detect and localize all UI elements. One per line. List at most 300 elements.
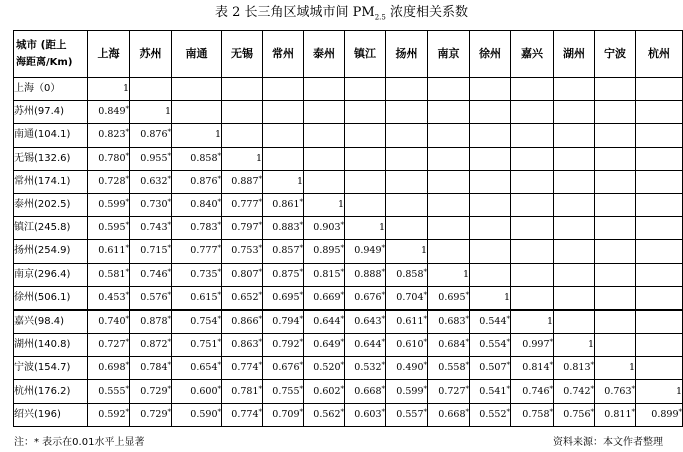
table-cell <box>304 101 345 124</box>
table-cell <box>428 217 470 240</box>
table-cell: 0.654* <box>172 357 222 380</box>
significance-mark: * <box>299 290 303 299</box>
table-cell: 1 <box>511 310 554 334</box>
significance-mark: * <box>125 105 129 114</box>
table-cell: 0.615* <box>172 286 222 310</box>
table-cell: 0.643* <box>345 310 386 334</box>
significance-mark: * <box>340 290 344 299</box>
table-cell: 0.490* <box>386 357 428 380</box>
significance-mark: * <box>465 361 469 370</box>
table-cell <box>511 217 554 240</box>
header-row <box>14 31 683 78</box>
significance-mark: * <box>217 151 221 160</box>
table-cell: 0.814* <box>511 357 554 380</box>
column-header: 湖州 <box>554 31 595 78</box>
significance-mark: * <box>125 198 129 207</box>
table-cell <box>595 147 636 170</box>
significance-mark: * <box>423 407 427 416</box>
column-header: 南通 <box>172 31 222 78</box>
table-cell: 0.683* <box>428 310 470 334</box>
significance-mark: * <box>465 384 469 393</box>
row-header: 嘉兴(98.4) <box>14 310 88 334</box>
significance-mark: * <box>125 384 129 393</box>
column-header: 南京 <box>428 31 470 78</box>
table-cell <box>470 78 511 101</box>
table-cell <box>345 78 386 101</box>
column-header: 杭州 <box>636 31 683 78</box>
significance-mark: * <box>340 244 344 253</box>
significance-mark: * <box>217 174 221 183</box>
table-cell: 0.644* <box>345 334 386 357</box>
table-cell <box>172 101 222 124</box>
table-cell: 0.552* <box>470 403 511 426</box>
table-cell <box>554 217 595 240</box>
table-row <box>14 217 683 240</box>
significance-mark: * <box>299 361 303 370</box>
column-header: 常州 <box>263 31 304 78</box>
table-cell <box>595 78 636 101</box>
table-cell: 0.755* <box>263 380 304 403</box>
table-cell: 0.742* <box>554 380 595 403</box>
table-cell <box>304 170 345 193</box>
significance-mark: * <box>167 361 171 370</box>
table-cell: 0.875* <box>263 263 304 286</box>
row-header: 苏州(97.4) <box>14 101 88 124</box>
significance-mark: * <box>258 198 262 207</box>
significance-mark: * <box>299 244 303 253</box>
table-cell <box>345 170 386 193</box>
table-cell: 1 <box>172 124 222 147</box>
table-cell <box>263 101 304 124</box>
table-cell: 0.669* <box>304 286 345 310</box>
significance-mark: * <box>506 384 510 393</box>
table-cell: 0.595* <box>88 217 130 240</box>
significance-mark: * <box>258 361 262 370</box>
table-cell <box>470 147 511 170</box>
significance-mark: * <box>590 384 594 393</box>
significance-mark: * <box>258 290 262 299</box>
table-cell <box>511 240 554 263</box>
significance-mark: * <box>549 384 553 393</box>
table-cell <box>554 240 595 263</box>
column-header: 镇江 <box>345 31 386 78</box>
significance-mark: * <box>340 361 344 370</box>
significance-mark: * <box>125 221 129 230</box>
table-cell: 0.729* <box>130 403 172 426</box>
significance-mark: * <box>590 407 594 416</box>
significance-mark: * <box>217 314 221 323</box>
significance-mark: * <box>167 151 171 160</box>
table-row <box>14 263 683 286</box>
significance-mark: * <box>125 151 129 160</box>
significance-mark: * <box>217 338 221 347</box>
table-cell <box>636 101 683 124</box>
table-cell <box>345 193 386 216</box>
table-cell <box>511 101 554 124</box>
table-cell: 0.541* <box>470 380 511 403</box>
significance-mark: * <box>549 407 553 416</box>
significance-mark: * <box>167 244 171 253</box>
row-header: 杭州(176.2) <box>14 380 88 403</box>
source-note: 资料来源：本文作者整理 <box>553 437 663 448</box>
table-cell <box>263 147 304 170</box>
row-header: 南通(104.1) <box>14 124 88 147</box>
table-cell <box>304 124 345 147</box>
table-cell: 1 <box>304 193 345 216</box>
table-cell <box>554 310 595 334</box>
significance-mark: * <box>125 338 129 347</box>
table-cell: 0.715* <box>130 240 172 263</box>
significance-mark: * <box>125 407 129 416</box>
table-cell: 0.676* <box>263 357 304 380</box>
table-cell <box>263 124 304 147</box>
table-cell <box>554 286 595 310</box>
significance-mark: * <box>465 290 469 299</box>
table-row <box>14 78 683 101</box>
table-cell: 0.774* <box>222 403 263 426</box>
significance-mark: * <box>258 244 262 253</box>
corner-header-line2: 海距离/Km) <box>16 57 73 68</box>
table-cell: 0.857* <box>263 240 304 263</box>
table-cell <box>511 78 554 101</box>
table-cell <box>428 147 470 170</box>
row-header: 泰州(202.5) <box>14 193 88 216</box>
table-cell: 0.774* <box>222 357 263 380</box>
table-cell: 0.520* <box>304 357 345 380</box>
table-cell <box>428 170 470 193</box>
table-cell <box>386 217 428 240</box>
table-cell <box>511 147 554 170</box>
table-cell: 1 <box>345 217 386 240</box>
significance-mark: * <box>125 174 129 183</box>
significance-mark: * <box>125 244 129 253</box>
table-cell: 0.863* <box>222 334 263 357</box>
table-cell: 0.955* <box>130 147 172 170</box>
table-cell <box>386 101 428 124</box>
table-cell <box>130 78 172 101</box>
table-cell: 0.899* <box>636 403 683 426</box>
table-cell <box>345 124 386 147</box>
table-row <box>14 286 683 310</box>
table-cell <box>511 124 554 147</box>
table-cell: 0.840* <box>172 193 222 216</box>
table-cell: 0.756* <box>554 403 595 426</box>
table-cell <box>470 101 511 124</box>
table-cell <box>386 147 428 170</box>
corner-header <box>14 31 88 78</box>
significance-mark: * <box>678 407 682 416</box>
correlation-table <box>13 30 683 427</box>
significance-mark: * <box>258 384 262 393</box>
table-cell: 0.698* <box>88 357 130 380</box>
table-cell: 0.558* <box>428 357 470 380</box>
table-cell: 0.599* <box>88 193 130 216</box>
table-body <box>14 78 683 427</box>
table-cell <box>595 170 636 193</box>
significance-mark: * <box>465 407 469 416</box>
table-cell: 0.576* <box>130 286 172 310</box>
significance-mark: * <box>381 361 385 370</box>
table-cell: 0.872* <box>130 334 172 357</box>
table-cell: 0.600* <box>172 380 222 403</box>
table-cell <box>636 78 683 101</box>
significance-mark: * <box>167 384 171 393</box>
significance-mark: * <box>465 314 469 323</box>
significance-mark: * <box>423 361 427 370</box>
table-cell <box>636 170 683 193</box>
table-cell: 0.887* <box>222 170 263 193</box>
table-cell <box>595 193 636 216</box>
table-cell <box>554 193 595 216</box>
table-cell: 0.784* <box>130 357 172 380</box>
table-cell: 0.676* <box>345 286 386 310</box>
significance-mark: * <box>423 290 427 299</box>
table-cell <box>470 193 511 216</box>
significance-mark: * <box>506 314 510 323</box>
significance-mark: * <box>258 174 262 183</box>
table-cell: 0.797* <box>222 217 263 240</box>
table-cell: 0.888* <box>345 263 386 286</box>
significance-mark: * <box>340 407 344 416</box>
table-cell: 0.866* <box>222 310 263 334</box>
table-cell <box>470 263 511 286</box>
table-title-suffix: 浓度相关系数 <box>385 5 468 20</box>
table-cell: 0.903* <box>304 217 345 240</box>
significance-mark: * <box>299 407 303 416</box>
table-cell <box>263 78 304 101</box>
table-cell <box>428 124 470 147</box>
significance-mark: * <box>381 290 385 299</box>
table-cell <box>595 240 636 263</box>
significance-mark: * <box>381 244 385 253</box>
table-row <box>14 334 683 357</box>
significance-mark: * <box>340 221 344 230</box>
table-cell: 0.849* <box>88 101 130 124</box>
table-cell: 0.668* <box>345 380 386 403</box>
table-cell <box>386 170 428 193</box>
significance-mark: * <box>381 267 385 276</box>
table-cell <box>386 78 428 101</box>
table-cell: 0.746* <box>130 263 172 286</box>
row-header: 徐州(506.1) <box>14 286 88 310</box>
significance-mark: * <box>217 384 221 393</box>
significance-mark: * <box>217 198 221 207</box>
table-cell: 0.668* <box>428 403 470 426</box>
table-cell: 0.781* <box>222 380 263 403</box>
significance-mark: * <box>217 221 221 230</box>
significance-mark: * <box>299 338 303 347</box>
column-header: 无锡 <box>222 31 263 78</box>
table-cell <box>428 240 470 263</box>
table-title-text: 表 2 长三角区域城市间 PM <box>214 5 375 20</box>
table-cell: 0.753* <box>222 240 263 263</box>
significance-mark: * <box>217 407 221 416</box>
table-cell: 1 <box>428 263 470 286</box>
table-cell <box>595 286 636 310</box>
table-row <box>14 193 683 216</box>
significance-mark: * <box>340 338 344 347</box>
table-row <box>14 170 683 193</box>
significance-mark: * <box>125 290 129 299</box>
footnote: 注：* 表示在0.01水平上显著 <box>14 437 145 448</box>
table-cell: 0.949* <box>345 240 386 263</box>
table-cell: 0.895* <box>304 240 345 263</box>
table-cell <box>636 286 683 310</box>
table-cell: 0.813* <box>554 357 595 380</box>
significance-mark: * <box>423 267 427 276</box>
table-cell: 0.684* <box>428 334 470 357</box>
significance-mark: * <box>299 221 303 230</box>
table-cell: 0.729* <box>130 380 172 403</box>
table-cell: 0.811* <box>595 403 636 426</box>
column-header: 扬州 <box>386 31 428 78</box>
table-cell: 0.758* <box>511 403 554 426</box>
significance-mark: * <box>381 384 385 393</box>
table-row <box>14 403 683 426</box>
table-cell <box>554 78 595 101</box>
table-cell <box>554 101 595 124</box>
table-cell: 0.858* <box>172 147 222 170</box>
table-cell <box>470 217 511 240</box>
significance-mark: * <box>299 384 303 393</box>
row-header: 扬州(254.9) <box>14 240 88 263</box>
table-cell: 0.532* <box>345 357 386 380</box>
table-cell <box>595 217 636 240</box>
table-cell <box>511 170 554 193</box>
table-cell <box>554 170 595 193</box>
table-cell: 0.780* <box>88 147 130 170</box>
significance-mark: * <box>167 267 171 276</box>
table-cell <box>428 193 470 216</box>
significance-mark: * <box>258 407 262 416</box>
table-cell: 0.544* <box>470 310 511 334</box>
table-cell <box>554 147 595 170</box>
significance-mark: * <box>258 338 262 347</box>
significance-mark: * <box>549 338 553 347</box>
table-cell: 0.611* <box>88 240 130 263</box>
table-cell <box>636 217 683 240</box>
table-cell: 0.592* <box>88 403 130 426</box>
table-cell: 1 <box>595 357 636 380</box>
significance-mark: * <box>258 314 262 323</box>
table-cell: 0.730* <box>130 193 172 216</box>
table-cell <box>595 310 636 334</box>
significance-mark: * <box>217 290 221 299</box>
table-cell <box>470 170 511 193</box>
table-row <box>14 101 683 124</box>
table-cell: 0.751* <box>172 334 222 357</box>
table-cell: 0.649* <box>304 334 345 357</box>
table-cell: 0.823* <box>88 124 130 147</box>
significance-mark: * <box>167 338 171 347</box>
table-cell <box>636 310 683 334</box>
table-cell: 0.709* <box>263 403 304 426</box>
significance-mark: * <box>125 361 129 370</box>
corner-header-line1: 城市 (距上 <box>16 39 67 51</box>
table-cell <box>304 147 345 170</box>
table-cell: 1 <box>263 170 304 193</box>
table-cell <box>595 334 636 357</box>
table-cell: 0.735* <box>172 263 222 286</box>
row-header: 无锡(132.6) <box>14 147 88 170</box>
table-row <box>14 147 683 170</box>
table-cell <box>470 124 511 147</box>
table-cell: 0.453* <box>88 286 130 310</box>
table-cell: 0.652* <box>222 286 263 310</box>
table-cell <box>636 357 683 380</box>
significance-mark: * <box>167 128 171 137</box>
table-cell: 0.883* <box>263 217 304 240</box>
table-cell: 0.777* <box>222 193 263 216</box>
table-cell <box>172 78 222 101</box>
table-cell: 0.695* <box>428 286 470 310</box>
table-cell: 0.858* <box>386 263 428 286</box>
significance-mark: * <box>299 198 303 207</box>
significance-mark: * <box>590 361 594 370</box>
table-cell: 1 <box>386 240 428 263</box>
table-cell <box>222 101 263 124</box>
table-cell: 0.876* <box>130 124 172 147</box>
significance-mark: * <box>167 290 171 299</box>
significance-mark: * <box>167 198 171 207</box>
significance-mark: * <box>549 361 553 370</box>
table-cell: 0.807* <box>222 263 263 286</box>
table-cell <box>428 78 470 101</box>
table-cell: 0.746* <box>511 380 554 403</box>
column-header: 泰州 <box>304 31 345 78</box>
table-cell: 0.610* <box>386 334 428 357</box>
table-cell: 0.695* <box>263 286 304 310</box>
significance-mark: * <box>299 267 303 276</box>
significance-mark: * <box>506 338 510 347</box>
table-cell: 0.644* <box>304 310 345 334</box>
table-cell: 1 <box>88 78 130 101</box>
table-cell: 0.792* <box>263 334 304 357</box>
row-header: 上海（0） <box>14 78 88 101</box>
significance-mark: * <box>631 384 635 393</box>
column-header: 上海 <box>88 31 130 78</box>
significance-mark: * <box>125 314 129 323</box>
table-cell: 0.603* <box>345 403 386 426</box>
table-cell: 0.554* <box>470 334 511 357</box>
table-cell <box>345 101 386 124</box>
table-cell: 1 <box>222 147 263 170</box>
row-header: 湖州(140.8) <box>14 334 88 357</box>
table-cell: 0.763* <box>595 380 636 403</box>
table-cell <box>386 193 428 216</box>
significance-mark: * <box>340 267 344 276</box>
table-cell: 0.878* <box>130 310 172 334</box>
table-cell: 0.997* <box>511 334 554 357</box>
row-header: 常州(174.1) <box>14 170 88 193</box>
table-cell: 0.611* <box>386 310 428 334</box>
table-cell: 0.861* <box>263 193 304 216</box>
table-cell <box>636 124 683 147</box>
table-cell: 0.727* <box>428 380 470 403</box>
significance-mark: * <box>631 407 635 416</box>
significance-mark: * <box>506 361 510 370</box>
table-title <box>0 5 683 26</box>
significance-mark: * <box>125 267 129 276</box>
table-cell: 0.727* <box>88 334 130 357</box>
column-header: 徐州 <box>470 31 511 78</box>
significance-mark: * <box>381 338 385 347</box>
significance-mark: * <box>167 314 171 323</box>
row-header: 绍兴(196) <box>14 403 88 426</box>
table-cell <box>511 193 554 216</box>
significance-mark: * <box>299 314 303 323</box>
table-cell <box>636 263 683 286</box>
